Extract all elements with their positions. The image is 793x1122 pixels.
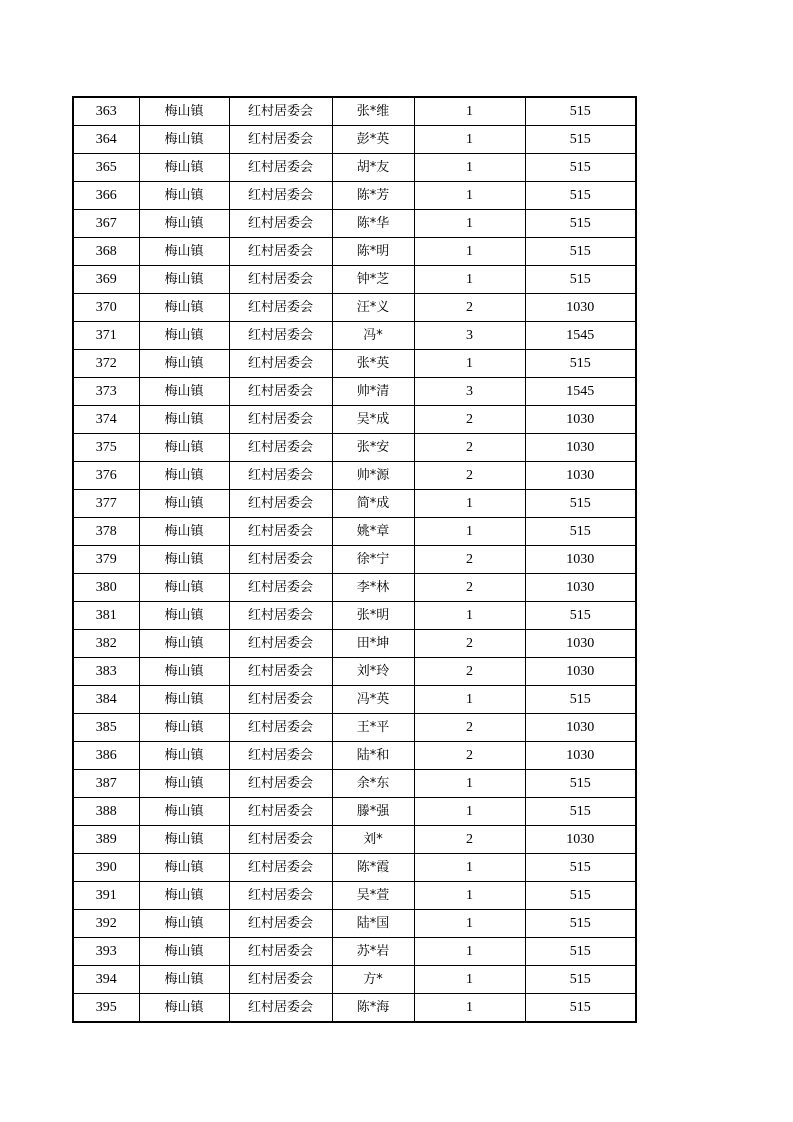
amount-cell: 515: [525, 97, 636, 126]
amount-cell: 1030: [525, 546, 636, 574]
amount-cell: 515: [525, 686, 636, 714]
name-cell: 吴*萱: [332, 882, 414, 910]
amount-cell: 515: [525, 266, 636, 294]
persons-cell: 2: [414, 630, 525, 658]
row-number-cell: 389: [73, 826, 139, 854]
committee-cell: 红村居委会: [229, 154, 332, 182]
name-cell: 帅*清: [332, 378, 414, 406]
persons-cell: 1: [414, 994, 525, 1023]
town-cell: 梅山镇: [139, 742, 229, 770]
amount-cell: 515: [525, 182, 636, 210]
name-cell: 简*成: [332, 490, 414, 518]
committee-cell: 红村居委会: [229, 126, 332, 154]
name-cell: 姚*章: [332, 518, 414, 546]
persons-cell: 2: [414, 826, 525, 854]
committee-cell: 红村居委会: [229, 994, 332, 1023]
table-row: [73, 97, 636, 126]
committee-cell: 红村居委会: [229, 798, 332, 826]
committee-cell: 红村居委会: [229, 350, 332, 378]
table-row: [73, 350, 636, 378]
amount-cell: 515: [525, 798, 636, 826]
persons-cell: 1: [414, 350, 525, 378]
amount-cell: 515: [525, 154, 636, 182]
town-cell: 梅山镇: [139, 686, 229, 714]
name-cell: 帅*源: [332, 462, 414, 490]
town-cell: 梅山镇: [139, 462, 229, 490]
town-cell: 梅山镇: [139, 378, 229, 406]
name-cell: 吴*成: [332, 406, 414, 434]
persons-cell: 1: [414, 798, 525, 826]
amount-cell: 1030: [525, 826, 636, 854]
table-row: [73, 154, 636, 182]
name-cell: 张*安: [332, 434, 414, 462]
committee-cell: 红村居委会: [229, 462, 332, 490]
town-cell: 梅山镇: [139, 210, 229, 238]
committee-cell: 红村居委会: [229, 658, 332, 686]
table-row: [73, 686, 636, 714]
amount-cell: 1030: [525, 294, 636, 322]
persons-cell: 3: [414, 322, 525, 350]
name-cell: 冯*英: [332, 686, 414, 714]
row-number-cell: 383: [73, 658, 139, 686]
row-number-cell: 369: [73, 266, 139, 294]
row-number-cell: 385: [73, 714, 139, 742]
persons-cell: 1: [414, 686, 525, 714]
town-cell: 梅山镇: [139, 602, 229, 630]
table-row: [73, 882, 636, 910]
town-cell: 梅山镇: [139, 97, 229, 126]
town-cell: 梅山镇: [139, 126, 229, 154]
amount-cell: 515: [525, 966, 636, 994]
table-row: [73, 994, 636, 1023]
persons-cell: 2: [414, 462, 525, 490]
amount-cell: 1030: [525, 630, 636, 658]
name-cell: 刘*: [332, 826, 414, 854]
persons-cell: 2: [414, 434, 525, 462]
name-cell: 陆*和: [332, 742, 414, 770]
committee-cell: 红村居委会: [229, 378, 332, 406]
committee-cell: 红村居委会: [229, 854, 332, 882]
name-cell: 田*坤: [332, 630, 414, 658]
table-row: [73, 434, 636, 462]
persons-cell: 1: [414, 126, 525, 154]
amount-cell: 515: [525, 126, 636, 154]
town-cell: 梅山镇: [139, 322, 229, 350]
table-row: [73, 938, 636, 966]
row-number-cell: 373: [73, 378, 139, 406]
amount-cell: 1030: [525, 406, 636, 434]
persons-cell: 1: [414, 602, 525, 630]
town-cell: 梅山镇: [139, 826, 229, 854]
committee-cell: 红村居委会: [229, 826, 332, 854]
table-row: [73, 238, 636, 266]
row-number-cell: 375: [73, 434, 139, 462]
committee-cell: 红村居委会: [229, 518, 332, 546]
name-cell: 汪*义: [332, 294, 414, 322]
name-cell: 李*林: [332, 574, 414, 602]
row-number-cell: 382: [73, 630, 139, 658]
committee-cell: 红村居委会: [229, 938, 332, 966]
amount-cell: 1030: [525, 574, 636, 602]
name-cell: 陈*霞: [332, 854, 414, 882]
town-cell: 梅山镇: [139, 630, 229, 658]
row-number-cell: 368: [73, 238, 139, 266]
persons-cell: 1: [414, 518, 525, 546]
town-cell: 梅山镇: [139, 994, 229, 1023]
row-number-cell: 395: [73, 994, 139, 1023]
committee-cell: 红村居委会: [229, 910, 332, 938]
town-cell: 梅山镇: [139, 238, 229, 266]
row-number-cell: 363: [73, 97, 139, 126]
row-number-cell: 390: [73, 854, 139, 882]
row-number-cell: 381: [73, 602, 139, 630]
committee-cell: 红村居委会: [229, 97, 332, 126]
persons-cell: 2: [414, 574, 525, 602]
table-row: [73, 714, 636, 742]
name-cell: 张*维: [332, 97, 414, 126]
row-number-cell: 380: [73, 574, 139, 602]
row-number-cell: 376: [73, 462, 139, 490]
amount-cell: 515: [525, 882, 636, 910]
name-cell: 彭*英: [332, 126, 414, 154]
persons-cell: 1: [414, 238, 525, 266]
committee-cell: 红村居委会: [229, 686, 332, 714]
committee-cell: 红村居委会: [229, 238, 332, 266]
persons-cell: 1: [414, 910, 525, 938]
row-number-cell: 392: [73, 910, 139, 938]
name-cell: 钟*芝: [332, 266, 414, 294]
name-cell: 陈*华: [332, 210, 414, 238]
name-cell: 滕*强: [332, 798, 414, 826]
table-row: [73, 742, 636, 770]
amount-cell: 1030: [525, 742, 636, 770]
town-cell: 梅山镇: [139, 294, 229, 322]
committee-cell: 红村居委会: [229, 714, 332, 742]
amount-cell: 515: [525, 910, 636, 938]
town-cell: 梅山镇: [139, 350, 229, 378]
town-cell: 梅山镇: [139, 406, 229, 434]
row-number-cell: 374: [73, 406, 139, 434]
committee-cell: 红村居委会: [229, 210, 332, 238]
name-cell: 冯*: [332, 322, 414, 350]
row-number-cell: 364: [73, 126, 139, 154]
amount-cell: 515: [525, 490, 636, 518]
persons-cell: 2: [414, 714, 525, 742]
town-cell: 梅山镇: [139, 966, 229, 994]
persons-cell: 1: [414, 266, 525, 294]
amount-cell: 1030: [525, 658, 636, 686]
amount-cell: 1030: [525, 434, 636, 462]
row-number-cell: 377: [73, 490, 139, 518]
table-row: [73, 518, 636, 546]
name-cell: 陈*芳: [332, 182, 414, 210]
name-cell: 方*: [332, 966, 414, 994]
table-row: [73, 322, 636, 350]
table-row: [73, 966, 636, 994]
amount-cell: 1545: [525, 378, 636, 406]
row-number-cell: 387: [73, 770, 139, 798]
row-number-cell: 370: [73, 294, 139, 322]
table-row: [73, 770, 636, 798]
persons-cell: 1: [414, 97, 525, 126]
row-number-cell: 366: [73, 182, 139, 210]
town-cell: 梅山镇: [139, 882, 229, 910]
table-row: [73, 910, 636, 938]
row-number-cell: 372: [73, 350, 139, 378]
committee-cell: 红村居委会: [229, 294, 332, 322]
row-number-cell: 384: [73, 686, 139, 714]
name-cell: 陈*海: [332, 994, 414, 1023]
committee-cell: 红村居委会: [229, 406, 332, 434]
committee-cell: 红村居委会: [229, 546, 332, 574]
table-row: [73, 826, 636, 854]
town-cell: 梅山镇: [139, 910, 229, 938]
town-cell: 梅山镇: [139, 518, 229, 546]
row-number-cell: 391: [73, 882, 139, 910]
persons-cell: 2: [414, 658, 525, 686]
persons-cell: 1: [414, 182, 525, 210]
table-row: [73, 630, 636, 658]
persons-cell: 2: [414, 742, 525, 770]
table-row: [73, 294, 636, 322]
name-cell: 徐*宁: [332, 546, 414, 574]
table-row: [73, 406, 636, 434]
town-cell: 梅山镇: [139, 490, 229, 518]
persons-cell: 2: [414, 406, 525, 434]
town-cell: 梅山镇: [139, 770, 229, 798]
name-cell: 陈*明: [332, 238, 414, 266]
persons-cell: 1: [414, 210, 525, 238]
town-cell: 梅山镇: [139, 182, 229, 210]
row-number-cell: 388: [73, 798, 139, 826]
persons-cell: 2: [414, 546, 525, 574]
town-cell: 梅山镇: [139, 546, 229, 574]
table-row: [73, 378, 636, 406]
table-row: [73, 546, 636, 574]
committee-cell: 红村居委会: [229, 182, 332, 210]
amount-cell: 515: [525, 602, 636, 630]
committee-cell: 红村居委会: [229, 266, 332, 294]
row-number-cell: 371: [73, 322, 139, 350]
row-number-cell: 367: [73, 210, 139, 238]
town-cell: 梅山镇: [139, 658, 229, 686]
committee-cell: 红村居委会: [229, 882, 332, 910]
town-cell: 梅山镇: [139, 154, 229, 182]
town-cell: 梅山镇: [139, 938, 229, 966]
table-row: [73, 602, 636, 630]
row-number-cell: 378: [73, 518, 139, 546]
committee-cell: 红村居委会: [229, 490, 332, 518]
amount-cell: 515: [525, 238, 636, 266]
table-row: [73, 574, 636, 602]
table-row: [73, 658, 636, 686]
amount-cell: 515: [525, 518, 636, 546]
row-number-cell: 365: [73, 154, 139, 182]
persons-cell: 1: [414, 770, 525, 798]
committee-cell: 红村居委会: [229, 630, 332, 658]
name-cell: 刘*玲: [332, 658, 414, 686]
town-cell: 梅山镇: [139, 434, 229, 462]
persons-cell: 1: [414, 966, 525, 994]
persons-cell: 1: [414, 938, 525, 966]
amount-cell: 515: [525, 210, 636, 238]
persons-cell: 3: [414, 378, 525, 406]
row-number-cell: 379: [73, 546, 139, 574]
persons-cell: 1: [414, 882, 525, 910]
town-cell: 梅山镇: [139, 854, 229, 882]
name-cell: 余*东: [332, 770, 414, 798]
committee-cell: 红村居委会: [229, 322, 332, 350]
committee-cell: 红村居委会: [229, 434, 332, 462]
table-body: [73, 97, 636, 1022]
table-row: [73, 462, 636, 490]
committee-cell: 红村居委会: [229, 742, 332, 770]
amount-cell: 1030: [525, 714, 636, 742]
town-cell: 梅山镇: [139, 574, 229, 602]
name-cell: 胡*友: [332, 154, 414, 182]
amount-cell: 1030: [525, 462, 636, 490]
persons-cell: 2: [414, 294, 525, 322]
name-cell: 王*平: [332, 714, 414, 742]
name-cell: 苏*岩: [332, 938, 414, 966]
table-row: [73, 490, 636, 518]
name-cell: 陆*国: [332, 910, 414, 938]
amount-cell: 1545: [525, 322, 636, 350]
committee-cell: 红村居委会: [229, 574, 332, 602]
town-cell: 梅山镇: [139, 266, 229, 294]
table-row: [73, 126, 636, 154]
row-number-cell: 386: [73, 742, 139, 770]
committee-cell: 红村居委会: [229, 602, 332, 630]
amount-cell: 515: [525, 770, 636, 798]
committee-cell: 红村居委会: [229, 966, 332, 994]
table-row: [73, 182, 636, 210]
table-row: [73, 854, 636, 882]
name-cell: 张*英: [332, 350, 414, 378]
table-row: [73, 210, 636, 238]
amount-cell: 515: [525, 938, 636, 966]
amount-cell: 515: [525, 994, 636, 1023]
persons-cell: 1: [414, 490, 525, 518]
persons-cell: 1: [414, 854, 525, 882]
data-table: [72, 96, 637, 1023]
amount-cell: 515: [525, 854, 636, 882]
persons-cell: 1: [414, 154, 525, 182]
committee-cell: 红村居委会: [229, 770, 332, 798]
table-row: [73, 266, 636, 294]
town-cell: 梅山镇: [139, 798, 229, 826]
amount-cell: 515: [525, 350, 636, 378]
table-row: [73, 798, 636, 826]
name-cell: 张*明: [332, 602, 414, 630]
row-number-cell: 393: [73, 938, 139, 966]
row-number-cell: 394: [73, 966, 139, 994]
town-cell: 梅山镇: [139, 714, 229, 742]
